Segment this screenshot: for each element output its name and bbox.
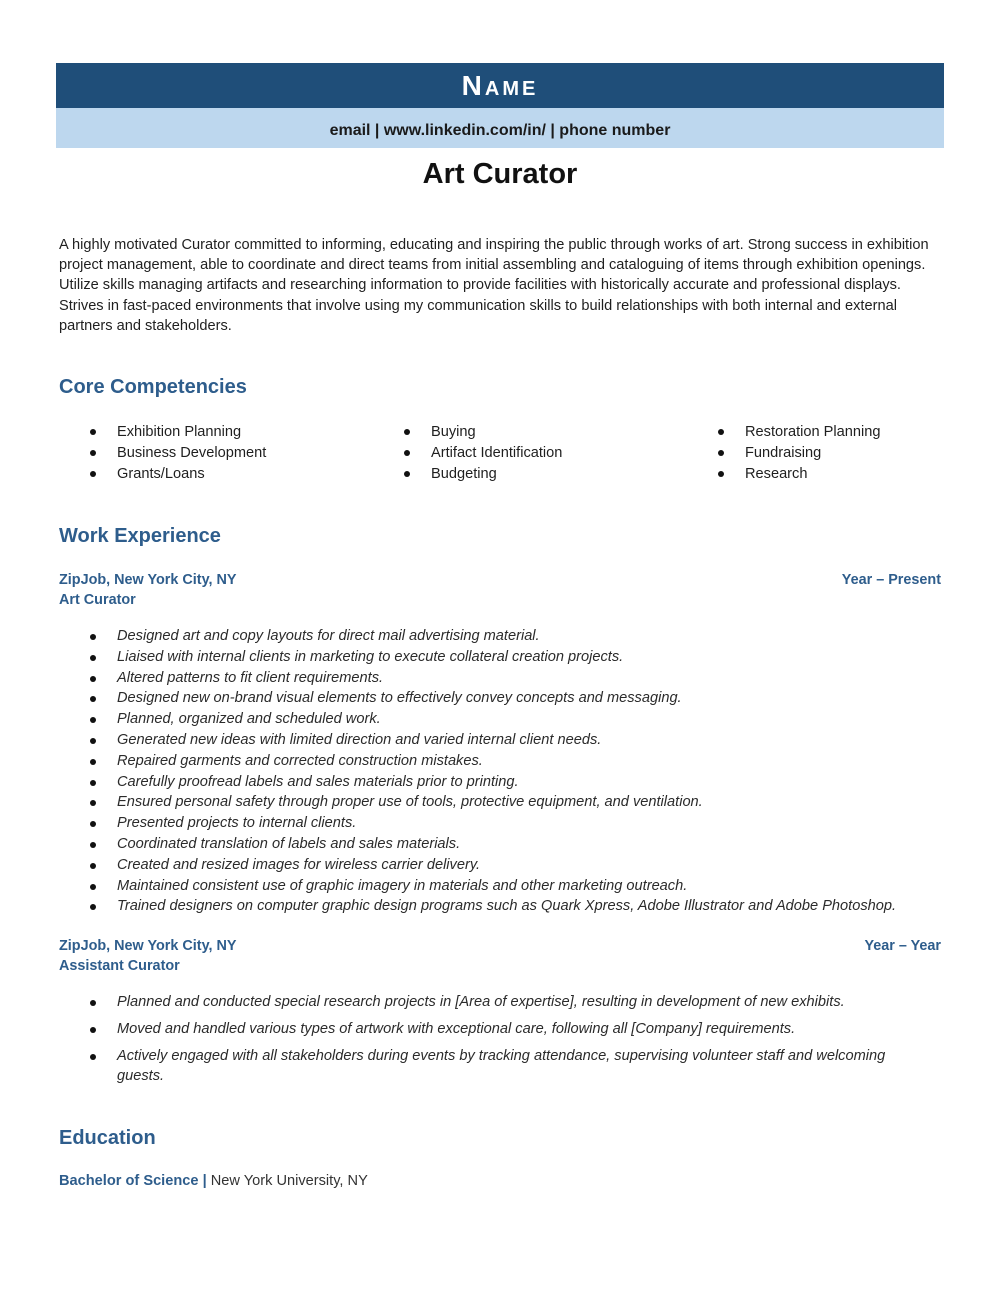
separator: | bbox=[202, 1173, 207, 1189]
competency-item: Business Development bbox=[59, 443, 349, 464]
duty-item: Repaired garments and corrected construction mistakes. bbox=[59, 751, 929, 772]
duty-item: Ensured personal safety through proper use of tools, protective equipment, and ventilation. bbox=[59, 792, 929, 813]
competency-item: Research bbox=[687, 464, 977, 485]
work-experience-heading: Work Experience bbox=[59, 525, 221, 547]
duty-item: Actively engaged with all stakeholders during events by tracking attendance, supervising volunteer staff and welcoming guests. bbox=[59, 1046, 929, 1086]
duty-item: Carefully proofread labels and sales materials prior to printing. bbox=[59, 772, 929, 793]
job-role: Art Curator bbox=[59, 592, 136, 608]
education-entry bbox=[59, 1173, 368, 1189]
job-duties-list bbox=[59, 626, 929, 917]
job-company: ZipJob, New York City, NY bbox=[59, 938, 237, 954]
job-duties-list bbox=[59, 992, 929, 1093]
duty-item: Planned and conducted special research projects in [Area of expertise], resulting in development of new exhibits. bbox=[59, 992, 929, 1012]
resume-title: Art Curator bbox=[422, 158, 578, 190]
job-role: Assistant Curator bbox=[59, 958, 180, 974]
core-competencies-heading: Core Competencies bbox=[59, 376, 247, 398]
duty-item: Moved and handled various types of artwork with exceptional care, following all [Company] requirements. bbox=[59, 1019, 929, 1039]
competency-item: Restoration Planning bbox=[687, 422, 977, 443]
competency-column-2 bbox=[373, 422, 663, 484]
contact-info: email | www.linkedin.com/in/ | phone number bbox=[329, 122, 671, 139]
professional-summary: A highly motivated Curator committed to informing, educating and inspiring the public through works of art. Strong success in exhibition project management, able to coordinate and direct teams from initial assembling and cataloguing of items through exhibition openings. Utilize skills managing artifacts and researching information to provide facilities with historically accurate and professional displays. Strives in fast-paced environments that involve using my communication skills to build relationships with both internal and external partners and stakeholders. bbox=[59, 237, 929, 334]
duty-item: Planned, organized and scheduled work. bbox=[59, 709, 929, 730]
competency-column-1 bbox=[59, 422, 349, 484]
job-company: ZipJob, New York City, NY bbox=[59, 572, 237, 588]
duty-item: Designed art and copy layouts for direct mail advertising material. bbox=[59, 626, 929, 647]
competency-item: Budgeting bbox=[373, 464, 663, 485]
duty-item: Maintained consistent use of graphic imagery in materials and other marketing outreach. bbox=[59, 876, 929, 897]
competency-item: Exhibition Planning bbox=[59, 422, 349, 443]
duty-item: Created and resized images for wireless carrier delivery. bbox=[59, 855, 929, 876]
job-dates: Year – Present bbox=[841, 572, 941, 588]
duty-item: Coordinated translation of labels and sales materials. bbox=[59, 834, 929, 855]
candidate-name: Name bbox=[461, 70, 539, 101]
name-banner bbox=[56, 63, 944, 108]
duty-item: Trained designers on computer graphic design programs such as Quark Xpress, Adobe Illustrator and Adobe Photoshop. bbox=[59, 896, 929, 917]
competency-item: Fundraising bbox=[687, 443, 977, 464]
duty-item: Liaised with internal clients in marketing to execute collateral creation projects. bbox=[59, 647, 929, 668]
contact-banner bbox=[56, 108, 944, 148]
duty-item: Designed new on-brand visual elements to effectively convey concepts and messaging. bbox=[59, 688, 929, 709]
duty-item: Generated new ideas with limited direction and varied internal client needs. bbox=[59, 730, 929, 751]
competency-column-3 bbox=[687, 422, 977, 484]
degree: Bachelor of Science bbox=[59, 1173, 199, 1189]
competency-item: Buying bbox=[373, 422, 663, 443]
duty-item: Altered patterns to fit client requirements. bbox=[59, 668, 929, 689]
education-heading: Education bbox=[59, 1127, 156, 1149]
competency-item: Artifact Identification bbox=[373, 443, 663, 464]
duty-item: Presented projects to internal clients. bbox=[59, 813, 929, 834]
job-dates: Year – Year bbox=[864, 938, 941, 954]
competency-item: Grants/Loans bbox=[59, 464, 349, 485]
school: New York University, NY bbox=[210, 1173, 368, 1189]
